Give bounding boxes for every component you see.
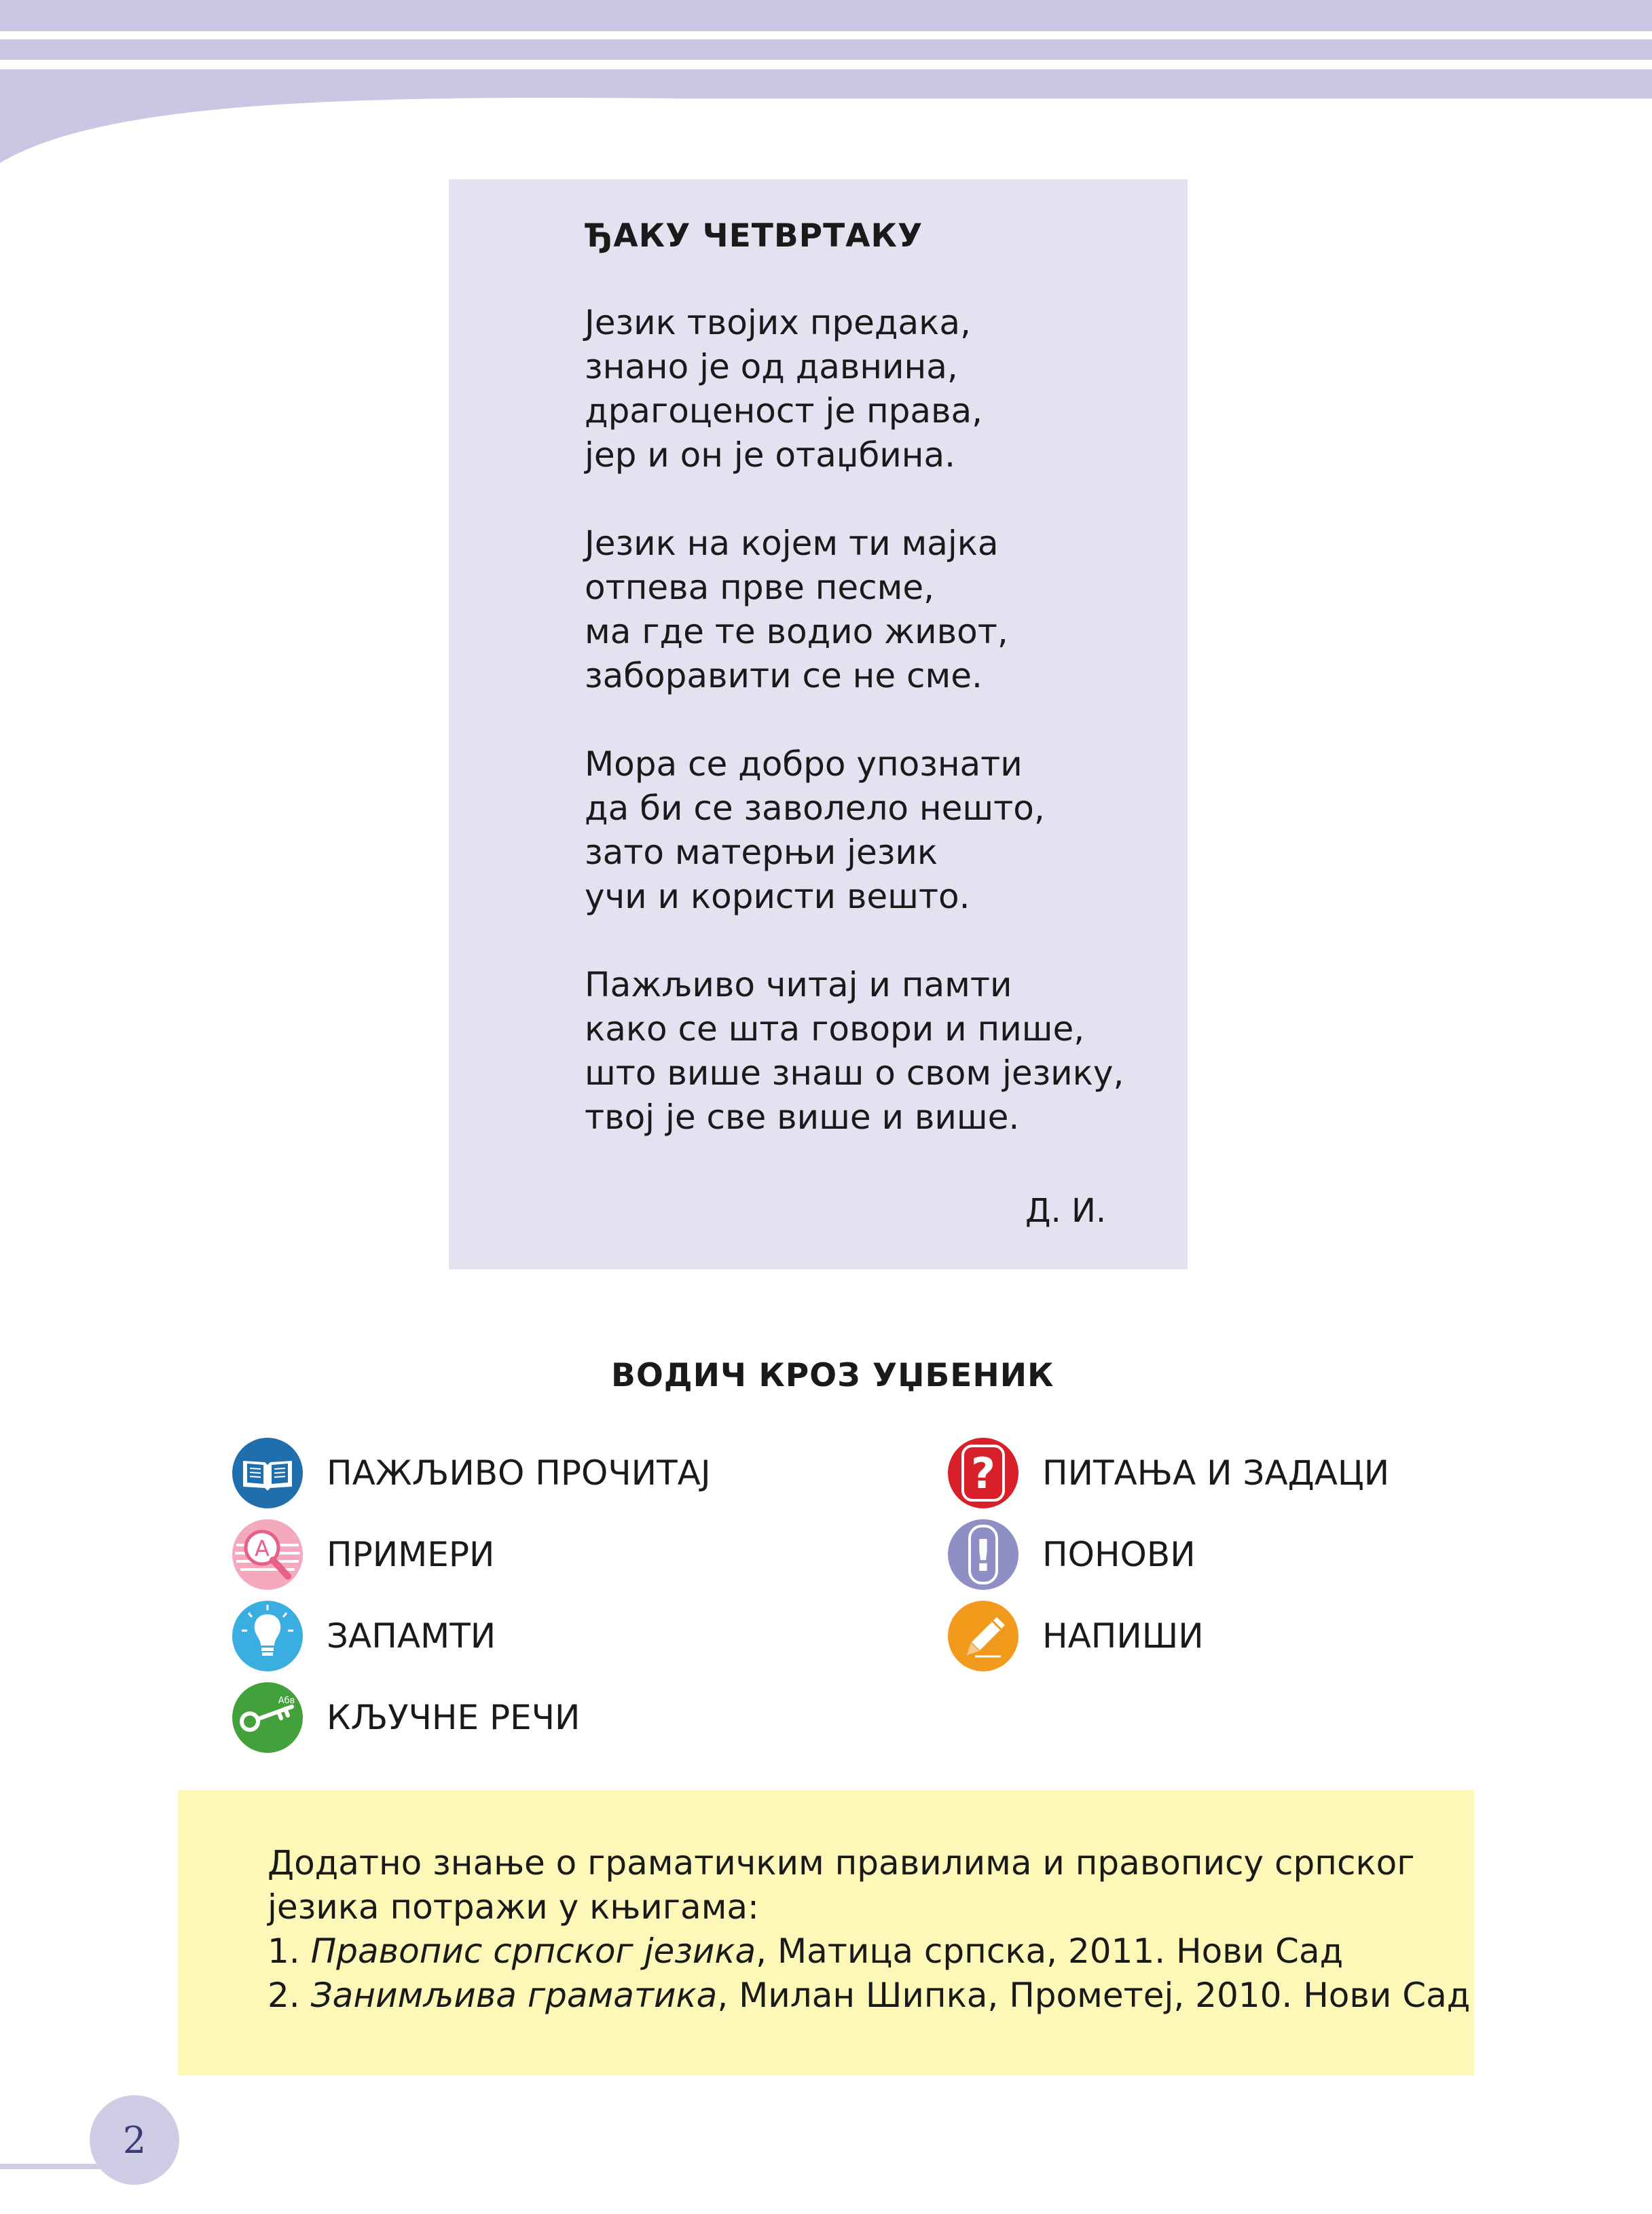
page-number: 2: [90, 2095, 179, 2185]
poem-line: да би се заволело нешто,: [585, 788, 1045, 828]
legend-item-repeat: [947, 1517, 1196, 1592]
legend-label: КЉУЧНЕ РЕЧИ: [327, 1698, 581, 1737]
note-line: језика потражи у књигама:: [268, 1887, 759, 1927]
svg-text:?: ?: [971, 1449, 995, 1498]
legend-item-questions: [947, 1436, 1389, 1510]
pencil-icon: [947, 1599, 1020, 1673]
legend-label: НАПИШИ: [1042, 1616, 1204, 1656]
legend-item-read: [231, 1436, 711, 1510]
poem-line: Мора се добро упознати: [585, 744, 1023, 784]
note-text: [268, 1841, 1470, 2018]
reference-details: , Милан Шипка, Прометеј, 2010. Нови Сад: [717, 1976, 1471, 2015]
reference-title: Занимљива граматика: [310, 1976, 718, 2015]
poem-author: Д. И.: [1025, 1192, 1107, 1230]
legend-item-examples: [231, 1517, 494, 1592]
reference-number: 1.: [268, 1931, 300, 1971]
poem-line: Језик на којем ти мајка: [585, 524, 999, 563]
poem-line: твој је све више и више.: [585, 1097, 1020, 1137]
svg-text:!: !: [973, 1531, 993, 1582]
reference-title: Правопис српског језика: [310, 1931, 756, 1971]
poem-line: Пажљиво читај и памти: [585, 965, 1012, 1004]
poem-line: јер и он је отаџбина.: [585, 435, 955, 475]
legend-label: ПОНОВИ: [1042, 1535, 1196, 1574]
poem-line: ма где те водио живот,: [585, 612, 1008, 651]
exclamation-icon: [947, 1518, 1020, 1591]
poem-line: отпева прве песме,: [585, 568, 935, 607]
reference-1: [268, 1929, 1470, 1974]
poem-line: Језик твојих предака,: [585, 303, 971, 342]
poem-line: како се шта говори и пише,: [585, 1009, 1085, 1049]
poem-stanza-3: [585, 742, 1045, 919]
poem-line: учи и користи вешто.: [585, 877, 970, 916]
legend-label: ПРИМЕРИ: [327, 1535, 495, 1574]
book-icon: [231, 1436, 304, 1510]
svg-text:A: A: [255, 1536, 270, 1561]
legend-label: ЗАПАМТИ: [327, 1616, 496, 1656]
legend-label: ПАЖЉИВО ПРОЧИТАЈ: [327, 1453, 711, 1493]
poem-line: драгоценост је права,: [585, 391, 983, 431]
poem-title: ЂАКУ ЧЕТВРТАКУ: [585, 217, 923, 255]
reference-2: [268, 1974, 1470, 2018]
question-mark-icon: [947, 1436, 1020, 1510]
svg-text:Абв: Абв: [278, 1696, 295, 1706]
poem-line: што више знаш о свом језику,: [585, 1053, 1124, 1093]
guide-title: ВОДИЧ КРОЗ УЏБЕНИК: [611, 1357, 1054, 1394]
poem-line: зато матерњи језик: [585, 833, 938, 872]
poem-stanza-1: [585, 301, 983, 477]
poem-line: знано је од давнина,: [585, 347, 958, 386]
poem-stanza-4: [585, 963, 1124, 1140]
legend-label: ПИТАЊА И ЗАДАЦИ: [1042, 1453, 1390, 1493]
legend-item-write: [947, 1599, 1204, 1673]
note-line: Додатно знање о граматичким правилима и правопису српског: [268, 1843, 1415, 1883]
legend-item-keywords: [231, 1680, 580, 1755]
header-decoration: [0, 0, 1652, 163]
poem-stanza-2: [585, 522, 1008, 698]
legend-item-remember: [231, 1599, 496, 1673]
poem-line: заборавити се не сме.: [585, 656, 983, 695]
key-icon: [231, 1681, 304, 1754]
reference-details: , Матица српска, 2011. Нови Сад: [756, 1931, 1344, 1971]
magnifier-letter-icon: [231, 1518, 304, 1591]
reference-number: 2.: [268, 1976, 300, 2015]
lightbulb-icon: [231, 1599, 304, 1673]
